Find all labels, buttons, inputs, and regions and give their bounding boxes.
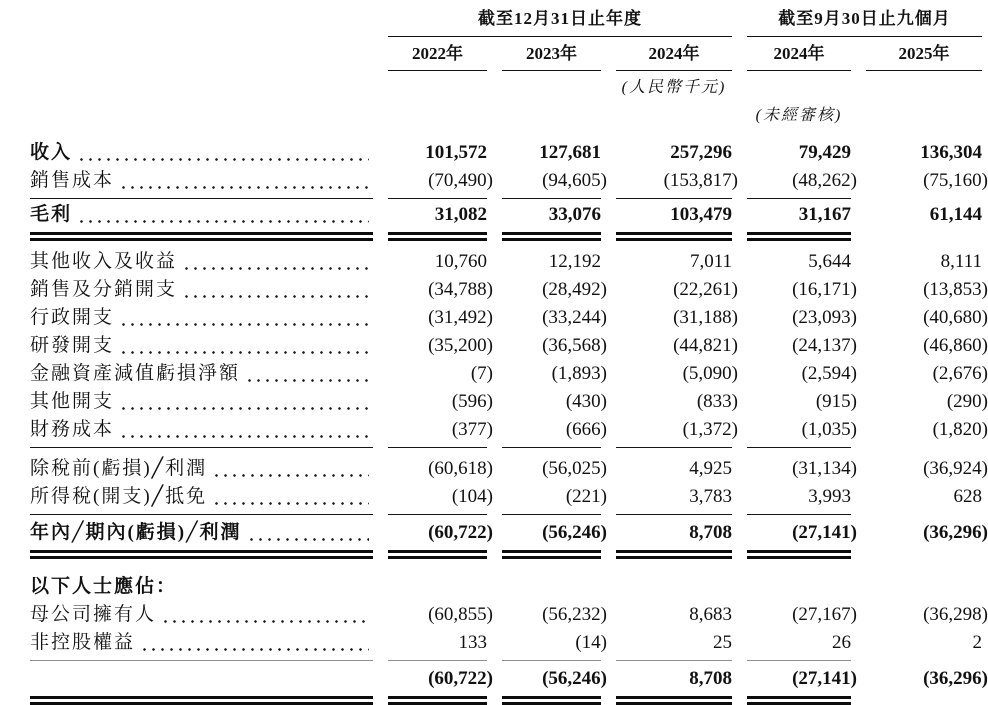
total-double-rule [616,232,732,241]
total-double-rule [747,550,851,559]
value-cell-fy2022: (60,855) [428,604,493,625]
value-cell-9m2024: (16,171) [792,279,857,300]
value-cell-9m2025: 2 [972,632,982,653]
table-row [30,455,988,483]
value-cell-fy2023: (94,605) [542,170,607,191]
value-cell-9m2024: (27,167) [792,604,857,625]
unaudited-note-row [30,105,982,127]
column-header-fy2024: 2024年 [616,44,732,71]
total-double-rule [30,232,373,241]
subtotal-rule [616,447,732,448]
value-cell-fy2022: (31,492) [428,307,493,328]
value-cell-9m2024: (27,141) [792,522,857,543]
subtotal-rule [502,660,601,661]
table-row [30,167,988,195]
subtotal-rule [616,198,732,199]
row-label [30,455,373,483]
subtotal-rule [30,447,373,448]
value-cell-fy2023: (56,025) [542,458,607,479]
dot-leader [77,201,369,229]
value-cell-9m2025: (36,296) [923,668,988,689]
value-cell-fy2022: 10,760 [434,251,487,272]
value-cell-fy2022: 101,572 [425,142,487,163]
value-cell-9m2024: 26 [832,632,851,653]
value-cell-9m2025: (2,676) [932,363,988,384]
total-double-rule [502,550,601,559]
value-cell-fy2022: (60,722) [428,668,493,689]
row-label-text: 收入 [30,142,73,163]
row-label [30,601,373,629]
value-cell-9m2024: (48,262) [792,170,857,191]
value-cell-fy2022: 31,082 [434,204,487,225]
row-label [30,332,373,360]
subtotal-rule [747,660,851,661]
value-cell-fy2022: (35,200) [428,335,493,356]
value-cell-9m2025: (36,298) [923,604,988,625]
column-header-fy2023: 2023年 [502,44,601,71]
dot-leader [119,304,369,332]
value-cell-9m2024: 79,429 [798,142,851,163]
value-cell-fy2024: 257,296 [670,142,732,163]
row-label [30,388,373,416]
table-row [30,573,982,601]
table-row [30,248,982,276]
row-label-text: 其他收入及收益 [30,251,178,272]
value-cell-fy2024: 8,683 [689,604,732,625]
row-label-text: 毛利 [30,204,73,225]
rule-row-double [30,232,982,241]
rule-row-double [30,696,982,705]
value-cell-9m2024: (1,035) [801,419,857,440]
row-label [30,573,373,601]
row-label-text: 財務成本 [30,419,115,440]
subtotal-rule [747,514,851,515]
value-cell-fy2022: (104) [451,486,493,507]
value-cell-9m2025: (36,924) [923,458,988,479]
table-row [30,201,982,229]
table-row [30,519,988,547]
value-cell-9m2024: (23,093) [792,307,857,328]
value-cell-fy2023: (1,893) [551,363,607,384]
total-double-rule [388,232,487,241]
value-cell-fy2022: (34,788) [428,279,493,300]
rule-row-double [30,550,982,559]
value-cell-9m2025: (13,853) [923,279,988,300]
value-cell-fy2022: (7) [470,363,493,384]
total-double-rule [747,232,851,241]
value-cell-fy2023: 33,076 [548,204,601,225]
value-cell-fy2023: (36,568) [542,335,607,356]
table-row [30,360,988,388]
row-label [30,201,373,229]
row-label-text: 行政開支 [30,307,115,328]
value-cell-fy2023: (28,492) [542,279,607,300]
column-header-fy2022: 2022年 [388,44,487,71]
value-cell-9m2025: 136,304 [920,142,982,163]
value-cell-fy2023: (221) [565,486,607,507]
value-cell-9m2025: (290) [946,391,988,412]
value-cell-fy2024: (5,090) [682,363,738,384]
total-double-rule [616,550,732,559]
value-cell-fy2023: 127,681 [539,142,601,163]
value-cell-fy2024: (44,821) [673,335,738,356]
dot-leader [212,455,369,483]
rule-row-single [30,198,982,199]
value-cell-9m2025: (1,820) [932,419,988,440]
value-cell-fy2023: 12,192 [548,251,601,272]
table-row [30,332,988,360]
rule-row-single-light [30,660,982,661]
row-label-text: 其他開支 [30,391,115,412]
row-label [30,248,373,276]
total-double-rule [388,550,487,559]
dot-leader [119,332,369,360]
subtotal-rule [747,447,851,448]
total-double-rule [747,696,851,705]
subtotal-rule [388,198,487,199]
row-label-text: 母公司擁有人 [30,604,157,625]
currency-note-row [30,77,982,99]
value-cell-fy2022: (596) [451,391,493,412]
total-double-rule [388,696,487,705]
value-cell-fy2024: 103,479 [670,204,732,225]
value-cell-9m2024: 31,167 [798,204,851,225]
subtotal-rule [30,514,373,515]
value-cell-fy2024: 7,011 [689,251,732,272]
subtotal-rule [30,198,373,199]
value-cell-9m2024: (2,594) [801,363,857,384]
rule-row-single [30,447,982,448]
value-cell-fy2024: (833) [696,391,738,412]
period-group-nine-months-sep30: 截至9月30日止九個月 [747,8,982,37]
total-double-rule [616,696,732,705]
total-double-rule [30,550,373,559]
row-label-text: 金融資產減值虧損淨額 [30,363,241,384]
rule-row-single [30,514,982,515]
dot-leader [119,416,369,444]
value-cell-fy2023: (56,246) [542,668,607,689]
unaudited-note: (未經審核) [755,107,843,124]
subtotal-rule [388,447,487,448]
currency-note: (人民幣千元) [621,79,727,96]
value-cell-9m2024: (31,134) [792,458,857,479]
value-cell-fy2023: (56,246) [542,522,607,543]
table-row [30,304,988,332]
subtotal-rule [388,660,487,661]
row-label [30,139,373,167]
row-label-text: 非控股權益 [30,632,136,653]
row-label [30,276,373,304]
value-cell-fy2024: 8,708 [689,668,732,689]
dot-leader [247,519,369,547]
total-double-rule [502,696,601,705]
column-header-9m2025: 2025年 [866,44,982,71]
row-label-text: 除稅前(虧損)╱利潤 [30,458,208,479]
value-cell-9m2025: 8,111 [940,251,982,272]
total-double-rule [30,696,373,705]
financial-statements-table [30,8,988,705]
value-cell-fy2023: (33,244) [542,307,607,328]
row-label-text: 銷售及分銷開支 [30,279,178,300]
total-double-rule [502,232,601,241]
column-header-9m2024: 2024年 [747,44,851,71]
table-row [30,276,988,304]
value-cell-fy2024: 3,783 [689,486,732,507]
value-cell-fy2022: 133 [458,632,487,653]
dot-leader [77,139,369,167]
row-label [30,304,373,332]
table-body [30,139,988,705]
subtotal-rule [747,198,851,199]
table-row [30,483,982,511]
value-cell-fy2023: (666) [565,419,607,440]
value-cell-9m2025: 628 [953,486,982,507]
value-cell-9m2025: 61,144 [929,204,982,225]
row-label [30,629,373,657]
table-row [30,629,982,657]
row-label-text: 研發開支 [30,335,115,356]
row-label-text: 所得稅(開支)╱抵免 [30,486,208,507]
dot-leader [212,483,369,511]
dot-leader [182,276,369,304]
dot-leader [119,167,369,195]
year-header-row [30,44,982,71]
row-label-text: 年內╱期內(虧損)╱利潤 [30,522,242,543]
value-cell-9m2024: (24,137) [792,335,857,356]
value-cell-fy2024: 8,708 [689,522,732,543]
row-label [30,167,373,195]
subtotal-rule [502,514,601,515]
value-cell-9m2025: (46,860) [923,335,988,356]
value-cell-9m2024: 5,644 [808,251,851,272]
subtotal-rule [30,660,373,661]
subtotal-rule [388,514,487,515]
value-cell-fy2023: (14) [575,632,607,653]
value-cell-fy2022: (60,618) [428,458,493,479]
value-cell-fy2024: 4,925 [689,458,732,479]
value-cell-fy2024: (31,188) [673,307,738,328]
subtotal-rule [616,514,732,515]
value-cell-9m2025: (36,296) [923,522,988,543]
value-cell-fy2022: (60,722) [428,522,493,543]
value-cell-9m2025: (40,680) [923,307,988,328]
row-label [30,483,373,511]
row-label [30,416,373,444]
subtotal-rule [502,447,601,448]
value-cell-fy2023: (430) [565,391,607,412]
value-cell-9m2024: (27,141) [792,668,857,689]
subtotal-rule [502,198,601,199]
value-cell-fy2024: (153,817) [663,170,738,191]
table-row [30,388,988,416]
dot-leader [119,388,369,416]
value-cell-9m2025: (75,160) [923,170,988,191]
period-group-year-ended-dec31: 截至12月31日止年度 [388,8,732,37]
value-cell-fy2022: (377) [451,419,493,440]
row-label-text: 銷售成本 [30,170,115,191]
table-row [30,139,982,167]
row-label [30,519,373,547]
value-cell-fy2023: (56,232) [542,604,607,625]
table-row [30,601,988,629]
dot-leader [140,629,369,657]
value-cell-9m2024: (915) [815,391,857,412]
value-cell-fy2022: (70,490) [428,170,493,191]
row-label-text: 以下人士應佔： [30,576,178,597]
dot-leader [245,360,369,388]
dot-leader [182,248,369,276]
value-cell-9m2024: 3,993 [808,486,851,507]
value-cell-fy2024: (22,261) [673,279,738,300]
subtotal-rule [616,660,732,661]
table-row [30,665,988,693]
table-row [30,416,988,444]
period-group-header-row [30,8,982,37]
row-label [30,360,373,388]
dot-leader [161,601,369,629]
value-cell-fy2024: (1,372) [682,419,738,440]
value-cell-fy2024: 25 [713,632,732,653]
